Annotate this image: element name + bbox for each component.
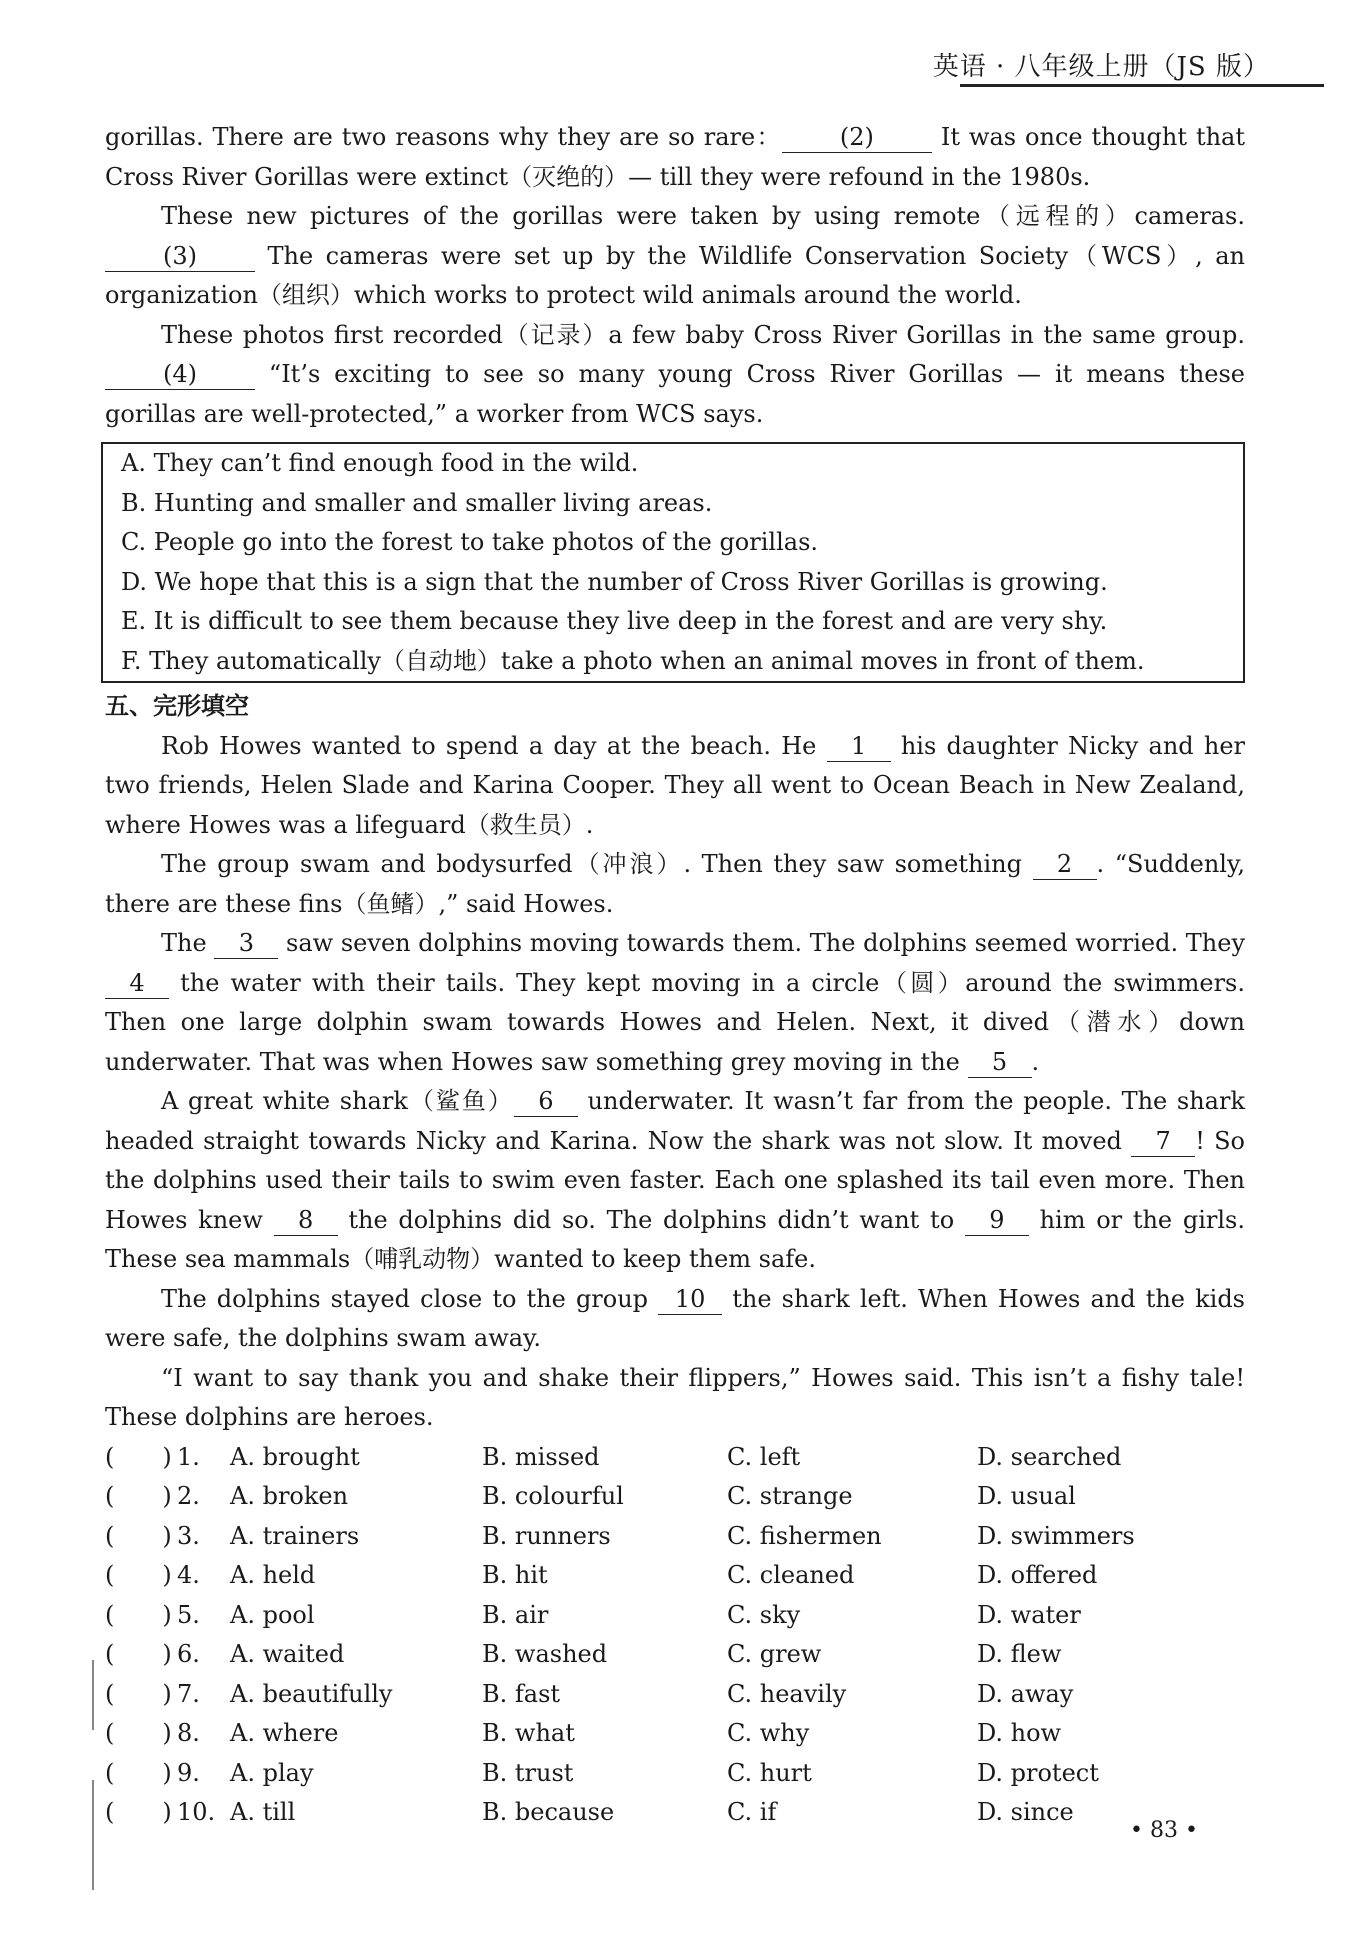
cloze-paragraph-5	[105, 1280, 1245, 1359]
section-heading: 五、完形填空	[105, 692, 249, 720]
header-title: 英语 · 八年级上册（JS 版）	[932, 52, 1270, 82]
question-row-3	[105, 1517, 1245, 1557]
cloze-blank-1[interactable]: 1	[827, 731, 891, 762]
question-row-5	[105, 1596, 1245, 1636]
question-number: 4.	[177, 1561, 200, 1589]
question-number: 8.	[177, 1719, 200, 1747]
choice-a: A. where	[230, 1719, 339, 1747]
cloze-blank-4[interactable]: 4	[105, 968, 169, 999]
choice-a: A. brought	[230, 1442, 360, 1471]
cloze-blank-3[interactable]: 3	[214, 928, 278, 959]
choice-d: D. searched	[977, 1442, 1122, 1471]
choice-d: D. usual	[977, 1482, 1076, 1510]
answer-paren[interactable]: ( )	[105, 1521, 172, 1550]
answer-blank-4[interactable]: (4)	[105, 359, 255, 390]
question-row-7	[105, 1675, 1245, 1715]
text: his daughter Nicky and her two friends, Helen Slade and Karina Cooper. They all went to Ocean Beach in New Zealand, where Howes was a lifeguard（救生员）.	[105, 731, 1246, 839]
choice-c: C. heavily	[727, 1679, 847, 1708]
answer-paren[interactable]: ( )	[105, 1640, 172, 1668]
page-number: • 83 •	[1130, 1818, 1198, 1843]
choice-b: B. air	[482, 1600, 549, 1629]
choice-b: B. runners	[482, 1521, 611, 1550]
cloze-paragraph-4	[105, 1082, 1245, 1280]
text: These photos first recorded（记录）a few baby Cross River Gorillas in the same group.	[161, 320, 1245, 349]
text: the shark left. When Howes and the kids were safe, the dolphins swam away.	[105, 1284, 1246, 1352]
question-number: 5.	[177, 1600, 200, 1629]
choice-a: A. trainers	[230, 1521, 360, 1550]
choice-a: A. beautifully	[230, 1679, 393, 1708]
question-row-1	[105, 1438, 1245, 1478]
choice-c: C. if	[727, 1798, 777, 1826]
question-row-6	[105, 1635, 1245, 1675]
page-content	[105, 118, 1245, 1833]
answer-blank-3[interactable]: (3)	[105, 241, 255, 272]
choice-b: B. because	[482, 1798, 615, 1826]
choice-a: A. broken	[230, 1482, 349, 1510]
choice-a: A. held	[230, 1561, 316, 1589]
answer-paren[interactable]: ( )	[105, 1482, 172, 1510]
text: A great white shark（鲨鱼）	[161, 1087, 514, 1115]
cloze-blank-7[interactable]: 7	[1131, 1126, 1195, 1157]
choice-d: D. away	[977, 1679, 1074, 1708]
question-number: 2.	[177, 1482, 200, 1510]
text: the dolphins did so. The dolphins didn’t want to	[337, 1205, 965, 1234]
choice-b: B. washed	[482, 1640, 608, 1668]
option-a: A. They can’t find enough food in the wild.	[121, 449, 639, 477]
choice-d: D. water	[977, 1600, 1081, 1629]
text: The cameras were set up by the Wildlife Conservation Society（WCS）, an organization（组织）which works to protect wild animals around the world.	[105, 241, 1245, 309]
choice-a: A. pool	[230, 1600, 315, 1629]
answer-paren[interactable]: ( )	[105, 1719, 172, 1747]
question-number: 3.	[177, 1521, 200, 1550]
passage1-paragraph-2	[105, 197, 1245, 316]
question-row-9	[105, 1754, 1245, 1794]
option-d: D. We hope that this is a sign that the number of Cross River Gorillas is growing.	[121, 567, 1108, 596]
answer-blank-2[interactable]: (2)	[782, 122, 932, 153]
text: The group swam and bodysurfed（冲浪）. Then they saw something	[161, 850, 1033, 878]
answer-paren[interactable]: ( )	[105, 1798, 172, 1826]
choice-b: B. colourful	[482, 1482, 624, 1510]
choice-d: D. since	[977, 1798, 1074, 1826]
choice-c: C. grew	[727, 1640, 822, 1668]
text: .	[1031, 1047, 1040, 1076]
cloze-blank-2[interactable]: 2	[1033, 849, 1097, 880]
text: ! So the dolphins used their tails to swim even faster. Each one splashed its tail even more. Then Howes knew	[105, 1126, 1245, 1234]
choice-a: A. play	[230, 1758, 314, 1787]
cloze-blank-9[interactable]: 9	[965, 1205, 1029, 1236]
answer-paren[interactable]: ( )	[105, 1679, 172, 1708]
question-number: 9.	[177, 1758, 200, 1787]
cloze-paragraph-1	[105, 727, 1245, 846]
choice-c: C. left	[727, 1442, 801, 1471]
cloze-blank-6[interactable]: 6	[514, 1086, 578, 1117]
choice-d: D. flew	[977, 1640, 1062, 1668]
choice-a: A. till	[230, 1798, 296, 1826]
choice-c: C. hurt	[727, 1758, 812, 1787]
options-box	[101, 442, 1245, 683]
cloze-blank-10[interactable]: 10	[658, 1284, 722, 1315]
text: . “Suddenly, there are these fins（鱼鳍）,” said Howes.	[105, 850, 1245, 918]
choice-d: D. swimmers	[977, 1521, 1135, 1550]
choice-a: A. waited	[230, 1640, 345, 1668]
question-row-8	[105, 1714, 1245, 1754]
binding-mark	[92, 1780, 94, 1890]
text: underwater. It wasn’t far from the people. The shark headed straight towards Nicky and Karina. Now the shark was not slow. It moved	[105, 1087, 1245, 1155]
cloze-blank-8[interactable]: 8	[274, 1205, 338, 1236]
question-row-2	[105, 1477, 1245, 1517]
question-number: 10.	[177, 1798, 216, 1826]
choice-d: D. protect	[977, 1758, 1099, 1787]
text: saw seven dolphins moving towards them. The dolphins seemed worried. They	[278, 929, 1245, 957]
question-list	[105, 1438, 1245, 1833]
choice-b: B. fast	[482, 1679, 561, 1708]
cloze-paragraph-3	[105, 924, 1245, 1082]
choice-c: C. cleaned	[727, 1561, 855, 1589]
question-row-10	[105, 1793, 1245, 1833]
choice-b: B. what	[482, 1719, 575, 1747]
text: The	[161, 929, 215, 957]
text: gorillas. There are two reasons why they are so rare：	[105, 123, 782, 151]
cloze-blank-5[interactable]: 5	[968, 1047, 1032, 1078]
choice-d: D. offered	[977, 1561, 1098, 1589]
header-rule	[960, 84, 1324, 87]
text: The dolphins stayed close to the group	[161, 1284, 659, 1313]
question-number: 6.	[177, 1640, 200, 1668]
text: “It’s exciting to see so many young Cross River Gorillas — it means these gorillas are well-protected,” a worker from WCS says.	[105, 360, 1245, 428]
binding-mark	[92, 1660, 94, 1730]
cloze-paragraph-2	[105, 845, 1245, 924]
answer-paren[interactable]: ( )	[105, 1600, 172, 1629]
question-row-4	[105, 1556, 1245, 1596]
passage1-paragraph-1	[105, 118, 1245, 197]
choice-b: B. hit	[482, 1561, 548, 1589]
choice-c: C. strange	[727, 1482, 853, 1510]
cloze-paragraph-6	[105, 1359, 1245, 1438]
choice-d: D. how	[977, 1719, 1062, 1747]
choice-b: B. missed	[482, 1442, 600, 1471]
option-c: C. People go into the forest to take photos of the gorillas.	[121, 528, 819, 556]
choice-c: C. sky	[727, 1600, 801, 1629]
answer-paren[interactable]: ( )	[105, 1442, 172, 1471]
question-number: 7.	[177, 1679, 200, 1708]
choice-c: C. fishermen	[727, 1521, 882, 1550]
text: the water with their tails. They kept moving in a circle（圆）around the swimmers. Then one large dolphin swam towards Howes and Helen. Next, it dived（潜水）down underwater. That was when Howes saw something grey moving in the	[105, 968, 1245, 1076]
text: It was once thought that Cross River Gorillas were extinct（灭绝的）— till they were refound in the 1980s.	[105, 123, 1246, 191]
option-b: B. Hunting and smaller and smaller living areas.	[121, 488, 713, 517]
text: him or the girls. These sea mammals（哺乳动物）wanted to keep them safe.	[105, 1205, 1245, 1273]
text: “I want to say thank you and shake their flippers,” Howes said. This isn’t a fishy tale! These dolphins are heroes.	[105, 1363, 1245, 1431]
passage1-paragraph-3	[105, 316, 1245, 435]
option-e: E. It is difficult to see them because they live deep in the forest and are very shy.	[121, 607, 1108, 635]
text: These new pictures of the gorillas were taken by using remote（远程的）cameras.	[161, 202, 1245, 230]
choice-c: C. why	[727, 1719, 810, 1747]
choice-b: B. trust	[482, 1758, 574, 1787]
answer-paren[interactable]: ( )	[105, 1561, 172, 1589]
text: Rob Howes wanted to spend a day at the beach. He	[161, 731, 827, 760]
question-number: 1.	[177, 1442, 200, 1471]
option-f: F. They automatically（自动地）take a photo when an animal moves in front of them.	[121, 646, 1145, 675]
answer-paren[interactable]: ( )	[105, 1758, 172, 1787]
